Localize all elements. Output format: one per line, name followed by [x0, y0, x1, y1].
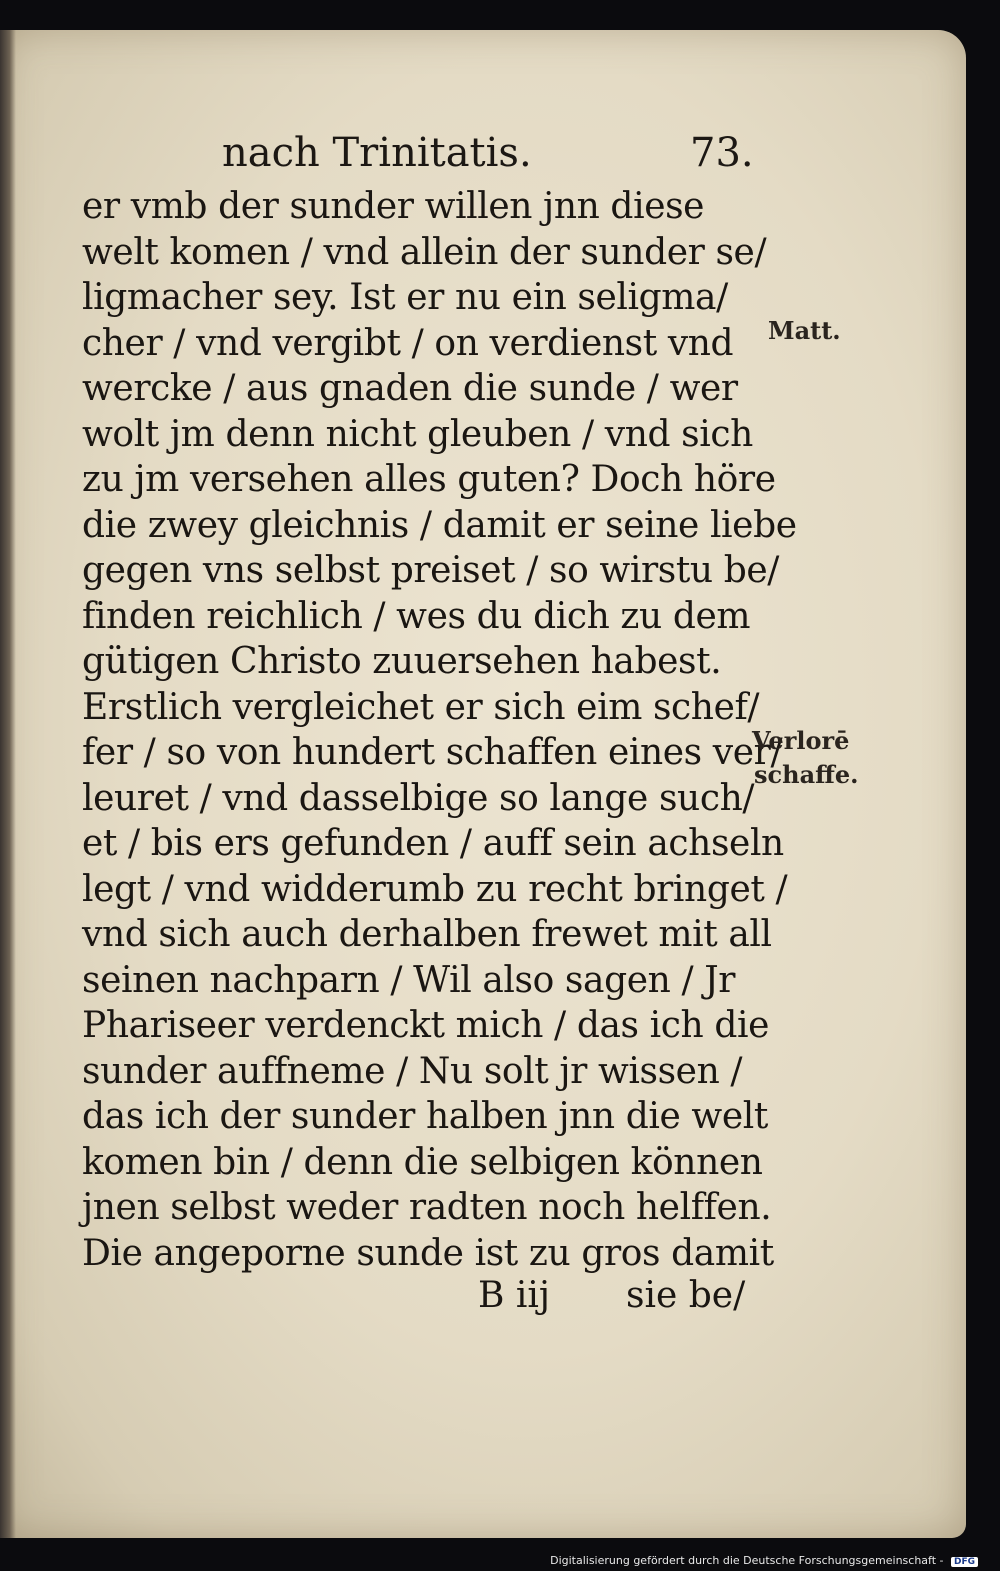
text-line: das ich der sunder halben jnn die welt: [82, 1096, 768, 1137]
text-line: vnd sich auch derhalben frewet mit all: [82, 914, 772, 955]
text-line: die zwey gleichnis / damit er seine liebe: [82, 504, 797, 546]
margin-note-matt: Matt.: [768, 316, 841, 345]
page-header: [0, 130, 1000, 180]
text-line: et / bis ers gefunden / auff sein achseln: [82, 823, 784, 864]
catchword: sie be/: [626, 1275, 746, 1316]
text-line: seinen nachparn / Wil also sagen / Jr: [82, 959, 736, 1001]
signature-mark: B iij: [478, 1275, 551, 1316]
text-line: Erstlich vergleichet er sich eim schef/: [82, 686, 760, 728]
text-line: er vmb der sunder willen jnn diese: [82, 186, 705, 227]
text-line: fer / so von hundert schaffen eines ver/: [82, 732, 783, 773]
text-line: jnen selbst weder radten noch helffen.: [82, 1187, 772, 1228]
text-line: cher / vnd vergibt / on verdienst vnd: [82, 322, 734, 364]
text-line: ligmacher sey. Ist er nu ein seligma/: [82, 277, 728, 318]
body-text: [82, 184, 797, 1276]
text-line: welt komen / vnd allein der sunder se/: [82, 231, 767, 273]
text-line: Die angeporne sunde ist zu gros damit: [82, 1232, 774, 1274]
text-line: sunder auffneme / Nu solt jr wissen /: [82, 1050, 743, 1092]
text-line: legt / vnd widderumb zu recht bringet /: [82, 868, 788, 910]
margin-note-schaffe: schaffe.: [754, 760, 859, 789]
text-line: komen bin / denn die selbigen können: [82, 1141, 763, 1183]
text-line: wolt jm denn nicht gleuben / vnd sich: [82, 413, 753, 455]
text-line: Phariseer verdenckt mich / das ich die: [82, 1005, 770, 1046]
text-line: wercke / aus gnaden die sunde / wer: [82, 368, 738, 409]
text-line: leuret / vnd dasselbige so lange such/: [82, 777, 755, 819]
dfg-logo: DFG: [951, 1557, 978, 1567]
digitization-credit: [550, 1554, 978, 1567]
text-line: gegen vns selbst preiset / so wirstu be/: [82, 550, 780, 591]
text-line: gütigen Christo zuuersehen habest.: [82, 641, 722, 682]
text-line: zu jm versehen alles guten? Doch höre: [82, 459, 776, 500]
page-number: 73.: [690, 130, 754, 176]
page-gutter-shadow: [0, 30, 16, 1538]
running-head: nach Trinitatis.: [222, 130, 532, 176]
text-line: finden reichlich / wes du dich zu dem: [82, 595, 751, 637]
margin-note-verlorn: Verlorē: [752, 726, 850, 755]
credit-text: Digitalisierung gefördert durch die Deutsche Forschungsgemeinschaft -: [550, 1554, 944, 1567]
